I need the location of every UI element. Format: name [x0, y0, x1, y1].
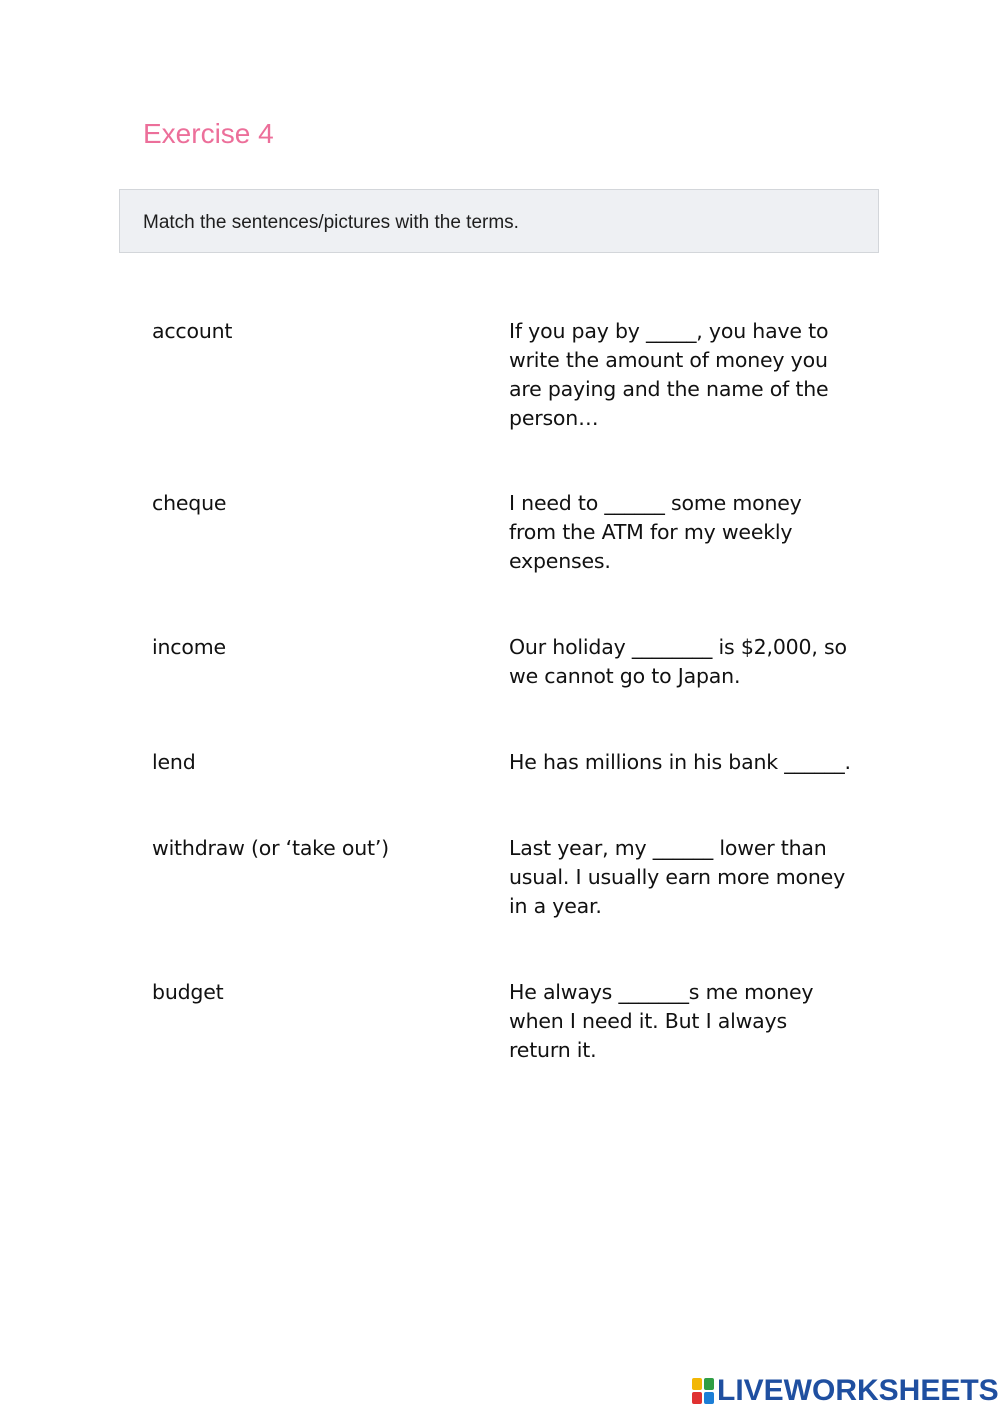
sentence-1[interactable]: If you pay by _____, you have to write the amount of money you are paying and the name of the person… [509, 319, 829, 430]
term-lend[interactable]: lend [152, 750, 196, 774]
term-account[interactable]: account [152, 319, 233, 343]
logo-mark-icon [692, 1378, 714, 1404]
term-budget[interactable]: budget [152, 980, 224, 1004]
instruction-text: Match the sentences/pictures with the terms. [143, 212, 519, 233]
logo-text: LIVEWORKSHEETS [717, 1374, 999, 1407]
sentence-4[interactable]: He has millions in his bank ______. [509, 750, 851, 774]
sentence-5[interactable]: Last year, my ______ lower than usual. I usually earn more money in a year. [509, 836, 846, 918]
sentence-2[interactable]: I need to ______ some money from the ATM for my weekly expenses. [509, 491, 802, 573]
term-income[interactable]: income [152, 635, 226, 659]
liveworksheets-logo [692, 1374, 999, 1408]
sentence-3[interactable]: Our holiday ________ is $2,000, so we cannot go to Japan. [509, 635, 847, 688]
exercise-title: Exercise 4 [143, 118, 274, 149]
instruction-box [119, 189, 879, 253]
term-cheque[interactable]: cheque [152, 491, 227, 515]
sentence-6[interactable]: He always _______s me money when I need it. But I always return it. [509, 980, 814, 1062]
term-withdraw[interactable]: withdraw (or ‘take out’) [152, 836, 389, 860]
